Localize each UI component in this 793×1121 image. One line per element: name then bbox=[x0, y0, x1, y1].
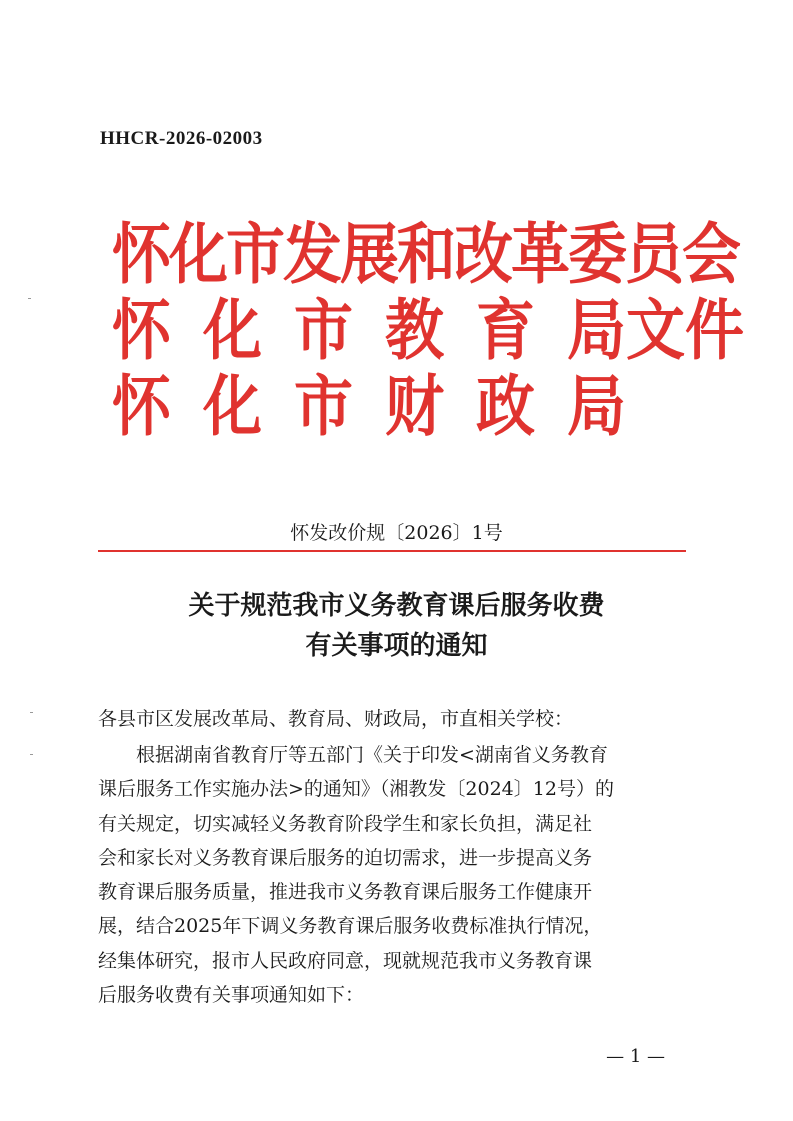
issuer-line-2-suffix: 局文件 bbox=[567, 291, 745, 369]
issuer-line-2 bbox=[112, 288, 744, 373]
issuer-line-3: 怀化市财政局 bbox=[112, 367, 659, 445]
body-line-1: 根据湖南省教育厅等五部门《关于印发<湖南省义务教育 bbox=[136, 744, 608, 766]
page-number: — 1 — bbox=[606, 1046, 665, 1067]
body-line-5: 教育课后服务质量，推进我市义务教育课后服务工作健康开 bbox=[98, 881, 593, 904]
issuer-line-2-prefix: 怀化市教育 bbox=[112, 291, 568, 369]
body-line-7: 经集体研究，报市人民政府同意，现就规范我市义务教育课 bbox=[98, 949, 593, 972]
issuer-line-1: 怀化市发展和改革委员会 bbox=[112, 215, 740, 293]
scan-speck bbox=[30, 754, 33, 755]
body-line-2: 课后服务工作实施办法>的通知》（湘教发〔2024〕12号）的 bbox=[98, 778, 614, 801]
issuer-header bbox=[112, 212, 745, 445]
document-code: HHCR-2026-02003 bbox=[100, 128, 263, 149]
salutation: 各县市区发展改革局、教育局、财政局，市直相关学校： bbox=[98, 708, 574, 730]
scan-speck bbox=[30, 712, 33, 713]
document-number: 怀发改价规〔2026〕1号 bbox=[290, 522, 503, 544]
body-line-6: 展，结合2025年下调义务教育课后服务收费标准执行情况， bbox=[98, 915, 603, 938]
title-line-1: 关于规范我市义务教育课后服务收费 bbox=[188, 591, 605, 621]
scan-speck bbox=[28, 298, 31, 299]
body-paragraph bbox=[98, 738, 682, 1012]
document-title bbox=[0, 586, 793, 666]
body-line-8: 后服务收费有关事项通知如下： bbox=[98, 984, 365, 1007]
body-line-4: 会和家长对义务教育课后服务的迫切需求，进一步提高义务 bbox=[98, 846, 593, 869]
title-line-2: 有关事项的通知 bbox=[305, 631, 488, 661]
red-divider bbox=[98, 550, 686, 552]
body-line-3: 有关规定，切实减轻义务教育阶段学生和家长负担，满足社 bbox=[98, 812, 593, 835]
